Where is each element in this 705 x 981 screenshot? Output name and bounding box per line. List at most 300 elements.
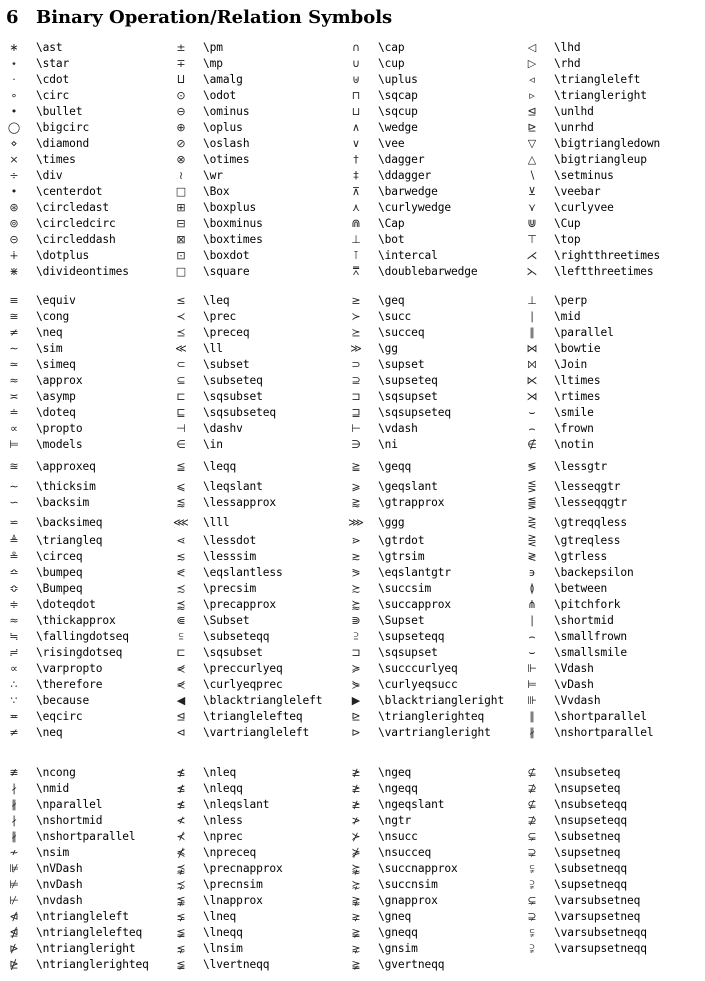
latex-command: \Join xyxy=(554,358,588,371)
latex-command: \nmid xyxy=(36,782,70,795)
symbol-glyph: ⊵ xyxy=(527,121,537,134)
latex-command: \doteqdot xyxy=(36,598,96,611)
latex-command: \doublebarwedge xyxy=(378,265,478,278)
latex-command: \nparallel xyxy=(36,798,103,811)
symbol-glyph: ≍ xyxy=(9,390,19,403)
symbol-glyph: ⋐ xyxy=(176,614,186,627)
symbol-glyph: ⊋ xyxy=(527,846,537,859)
latex-command: \unlhd xyxy=(554,105,594,118)
symbol-glyph: ⊇ xyxy=(351,374,361,387)
latex-command: \precnapprox xyxy=(203,862,283,875)
latex-command: \neq xyxy=(36,726,63,739)
latex-command: \ngeqq xyxy=(378,782,418,795)
latex-command: \oslash xyxy=(203,137,250,150)
latex-command: \sqsubset xyxy=(203,646,263,659)
symbol-glyph: ≀ xyxy=(178,169,184,182)
latex-command: \Cap xyxy=(378,217,405,230)
symbol-glyph: ⋨ xyxy=(176,878,186,891)
symbol-glyph: ⪸ xyxy=(351,598,361,611)
symbol-glyph: ⌢ xyxy=(528,422,536,435)
latex-command: \shortmid xyxy=(554,614,614,627)
symbol-glyph: ∓ xyxy=(176,57,186,70)
latex-command: \odot xyxy=(203,89,237,102)
latex-command: \sqcap xyxy=(378,89,418,102)
symbol-glyph: ≮ xyxy=(176,814,186,827)
symbol-glyph: ◀ xyxy=(176,694,186,707)
symbol-glyph: ≦ xyxy=(176,460,186,473)
latex-command: \approx xyxy=(36,374,83,387)
latex-command: \preceq xyxy=(203,326,250,339)
symbol-glyph: ≾ xyxy=(176,582,186,595)
symbol-glyph: ⋎ xyxy=(527,201,537,214)
latex-command: \therefore xyxy=(36,678,103,691)
symbol-glyph: ⊐ xyxy=(351,390,361,403)
symbol-glyph: ⊟ xyxy=(176,217,186,230)
symbol-glyph: ≺ xyxy=(176,310,186,323)
symbol-glyph: ⊪ xyxy=(527,694,537,707)
latex-command: \eqslantgtr xyxy=(378,566,451,579)
symbol-glyph: ⊒ xyxy=(351,406,361,419)
latex-command: \sqsubseteq xyxy=(203,406,276,419)
symbol-glyph: ≩ xyxy=(351,958,361,971)
latex-command: \supset xyxy=(378,358,425,371)
symbol-glyph: ⊐ xyxy=(351,646,361,659)
latex-command: \gnsim xyxy=(378,942,418,955)
symbol-glyph: ≪ xyxy=(175,342,187,355)
symbol-glyph: ⋙ xyxy=(348,516,364,529)
symbol-glyph: ≠ xyxy=(9,326,19,339)
symbol-glyph: ∧ xyxy=(351,121,361,134)
symbol-glyph: ⊙ xyxy=(176,89,186,102)
symbol-glyph: ⊁ xyxy=(351,830,361,843)
latex-command: \times xyxy=(36,153,76,166)
symbol-glyph: ≥ xyxy=(351,294,361,307)
symbol-glyph: ≨ xyxy=(176,926,186,939)
symbol-glyph: ⋉ xyxy=(526,374,538,387)
symbol-glyph: ∦ xyxy=(11,830,17,843)
latex-command: \ltimes xyxy=(554,374,601,387)
symbol-glyph: ⋆ xyxy=(10,57,18,70)
symbol-glyph: ⪇ xyxy=(176,910,186,923)
latex-command: \gtreqqless xyxy=(554,516,627,529)
symbol-glyph: ≈ xyxy=(9,614,19,627)
symbol-glyph: ⋩ xyxy=(351,878,361,891)
latex-command: \intercal xyxy=(378,249,438,262)
latex-command: \unrhd xyxy=(554,121,594,134)
latex-command: \lll xyxy=(203,516,230,529)
symbol-glyph: ⊥ xyxy=(351,233,361,246)
symbol-glyph: ⋊ xyxy=(526,390,538,403)
latex-command: \backsimeq xyxy=(36,516,103,529)
latex-command: \fallingdotseq xyxy=(36,630,129,643)
latex-command: \because xyxy=(36,694,90,707)
latex-command: \ntrianglerighteq xyxy=(36,958,149,971)
latex-command: \nleqq xyxy=(203,782,243,795)
symbol-glyph: ⋛ xyxy=(527,516,537,529)
symbol-glyph: ϶ xyxy=(528,566,536,579)
latex-command: \asymp xyxy=(36,390,76,403)
symbol-glyph: ⊋ xyxy=(527,910,537,923)
latex-command: \Vdash xyxy=(554,662,594,675)
symbol-glyph: ∩ xyxy=(351,41,361,54)
latex-command: \lhd xyxy=(554,41,581,54)
symbol-glyph: ⋏ xyxy=(351,201,361,214)
symbol-glyph: ⪅ xyxy=(176,496,186,509)
symbol-glyph: ∤ xyxy=(11,782,17,795)
latex-command: \wedge xyxy=(378,121,418,134)
latex-command: \succnsim xyxy=(378,878,438,891)
latex-command: \oplus xyxy=(203,121,243,134)
latex-command: \npreceq xyxy=(203,846,257,859)
latex-command: \risingdotseq xyxy=(36,646,123,659)
latex-command: \pitchfork xyxy=(554,598,621,611)
symbol-glyph: ⊲ xyxy=(176,726,186,739)
symbol-glyph: ± xyxy=(176,41,186,54)
latex-command: \eqcirc xyxy=(36,710,83,723)
latex-command: \barwedge xyxy=(378,185,438,198)
symbol-glyph: ⋍ xyxy=(9,516,19,529)
symbol-glyph: ≬ xyxy=(529,582,535,595)
latex-command: \preccurlyeq xyxy=(203,662,283,675)
symbol-glyph: ⊡ xyxy=(176,249,186,262)
latex-command: \Subset xyxy=(203,614,250,627)
symbol-glyph: ∴ xyxy=(10,678,18,691)
latex-command: \ngeq xyxy=(378,766,412,779)
latex-command: \bigtriangledown xyxy=(554,137,661,150)
symbol-glyph: ≩ xyxy=(351,926,361,939)
symbol-glyph: ⊵ xyxy=(351,710,361,723)
latex-command: \doteq xyxy=(36,406,76,419)
latex-command: \succapprox xyxy=(378,598,451,611)
symbol-glyph: ⌢ xyxy=(528,630,536,643)
latex-command: \smallsmile xyxy=(554,646,627,659)
symbol-glyph: ⊺ xyxy=(353,249,359,262)
latex-command: \Box xyxy=(203,185,230,198)
symbol-glyph: ≷ xyxy=(527,550,537,563)
symbol-glyph: ⊈ xyxy=(527,766,537,779)
latex-command: \gvertneqq xyxy=(378,958,445,971)
latex-command: \rhd xyxy=(554,57,581,70)
latex-command: \sqsupset xyxy=(378,390,438,403)
latex-command: \Cup xyxy=(554,217,581,230)
latex-command: \succeq xyxy=(378,326,425,339)
latex-command: \sim xyxy=(36,342,63,355)
symbol-glyph: ⊣ xyxy=(176,422,186,435)
latex-command: \boxdot xyxy=(203,249,250,262)
latex-command: \precnsim xyxy=(203,878,263,891)
latex-command: \gnapprox xyxy=(378,894,438,907)
symbol-glyph: ⊃ xyxy=(351,358,361,371)
symbol-glyph: ⪺ xyxy=(351,862,361,875)
latex-command: \blacktriangleright xyxy=(378,694,505,707)
latex-command: \bigtriangleup xyxy=(554,153,647,166)
symbol-glyph: ⊥ xyxy=(527,294,537,307)
symbol-glyph: ⊨ xyxy=(527,678,537,691)
symbol-glyph: ⋭ xyxy=(9,958,19,971)
latex-command: \bigcirc xyxy=(36,121,90,134)
symbol-glyph: ⪰ xyxy=(351,326,361,339)
latex-command: \geqq xyxy=(378,460,412,473)
symbol-glyph: ⪆ xyxy=(351,496,361,509)
latex-command: \nsucceq xyxy=(378,846,432,859)
latex-command: \triangleleft xyxy=(554,73,641,86)
latex-command: \rtimes xyxy=(554,390,601,403)
symbol-glyph: ⊏ xyxy=(176,390,186,403)
section-number: 6 xyxy=(6,7,19,28)
symbol-glyph: ⊘ xyxy=(176,137,186,150)
latex-command: \sqcup xyxy=(378,105,418,118)
latex-command: \geq xyxy=(378,294,405,307)
latex-command: \gtrapprox xyxy=(378,496,445,509)
latex-command: \uplus xyxy=(378,73,418,86)
symbol-glyph: ⪯ xyxy=(176,326,186,339)
symbol-glyph: ⊆ xyxy=(176,374,186,387)
symbol-glyph: ◁ xyxy=(527,41,537,54)
latex-command: \approxeq xyxy=(36,460,96,473)
symbol-glyph: ⋔ xyxy=(527,598,537,611)
symbol-glyph: ⊭ xyxy=(9,878,19,891)
latex-command: \geqslant xyxy=(378,480,438,493)
latex-command: \gtreqless xyxy=(554,534,621,547)
latex-command: \frown xyxy=(554,422,594,435)
latex-command: \lessdot xyxy=(203,534,257,547)
symbol-glyph: ∘ xyxy=(10,89,18,102)
symbol-glyph: ∨ xyxy=(351,137,361,150)
latex-command: \smile xyxy=(554,406,594,419)
latex-command: \succsim xyxy=(378,582,432,595)
symbol-glyph: ∔ xyxy=(9,249,19,262)
symbol-glyph: ≁ xyxy=(9,846,19,859)
latex-command: \thickapprox xyxy=(36,614,116,627)
symbol-glyph: ≤ xyxy=(176,294,186,307)
symbol-glyph: ⊔ xyxy=(351,105,361,118)
symbol-glyph: × xyxy=(9,153,19,166)
symbol-glyph: ⋪ xyxy=(9,910,19,923)
latex-command: \mp xyxy=(203,57,223,70)
symbol-glyph: ⊼ xyxy=(351,185,361,198)
symbol-glyph: ⋚ xyxy=(527,480,537,493)
symbol-glyph: ⪕ xyxy=(176,566,186,579)
latex-command: \succcurlyeq xyxy=(378,662,458,675)
symbol-glyph: ≰ xyxy=(176,766,186,779)
latex-command: \bumpeq xyxy=(36,566,83,579)
symbol-glyph: ∼ xyxy=(9,342,19,355)
latex-command: \ast xyxy=(36,41,63,54)
symbol-glyph: ∉ xyxy=(527,438,537,451)
latex-command: \simeq xyxy=(36,358,76,371)
latex-command: \Vvdash xyxy=(554,694,601,707)
latex-command: \wr xyxy=(203,169,223,182)
symbol-glyph: ⋞ xyxy=(176,662,186,675)
symbol-glyph: ≒ xyxy=(9,630,19,643)
latex-command: \nshortparallel xyxy=(554,726,654,739)
latex-command: \circledast xyxy=(36,201,109,214)
latex-command: \lneqq xyxy=(203,926,243,939)
latex-command: \lnapprox xyxy=(203,894,263,907)
symbol-glyph: ⊑ xyxy=(176,406,186,419)
latex-command: \nless xyxy=(203,814,243,827)
latex-command: \cdot xyxy=(36,73,70,86)
symbol-glyph: ⨝ xyxy=(527,358,537,371)
latex-command: \perp xyxy=(554,294,588,307)
latex-command: \pm xyxy=(203,41,223,54)
symbol-glyph: ≖ xyxy=(9,710,19,723)
symbol-glyph: ▶ xyxy=(351,694,361,707)
symbol-glyph: ∵ xyxy=(10,694,18,707)
symbol-glyph: ⊕ xyxy=(176,121,186,134)
symbol-glyph: ⨿ xyxy=(177,73,185,86)
latex-command: \prec xyxy=(203,310,237,323)
latex-command: \ncong xyxy=(36,766,76,779)
symbol-glyph: ∋ xyxy=(351,438,361,451)
latex-command: \circledcirc xyxy=(36,217,116,230)
symbol-glyph: ⫅ xyxy=(178,630,184,643)
symbol-glyph: ∖ xyxy=(528,169,536,182)
latex-command: \subsetneqq xyxy=(554,862,627,875)
latex-command: \lnsim xyxy=(203,942,243,955)
latex-command: \mid xyxy=(554,310,581,323)
latex-command: \vee xyxy=(378,137,405,150)
symbol-glyph: ⪊ xyxy=(351,894,361,907)
symbol-glyph: ⋖ xyxy=(176,534,186,547)
symbol-glyph: ⊨ xyxy=(9,438,19,451)
latex-command: \supsetneqq xyxy=(554,878,627,891)
symbol-glyph: ⊈ xyxy=(527,798,537,811)
symbol-glyph: ≲ xyxy=(176,550,186,563)
latex-command: \cup xyxy=(378,57,405,70)
latex-command: \models xyxy=(36,438,83,451)
symbol-glyph: ≅ xyxy=(9,310,19,323)
latex-command: \cap xyxy=(378,41,405,54)
latex-command: \ngeqslant xyxy=(378,798,445,811)
symbol-glyph: ≡ xyxy=(9,294,19,307)
latex-command: \boxtimes xyxy=(203,233,263,246)
latex-command: \ngtr xyxy=(378,814,412,827)
symbol-glyph: ⊞ xyxy=(176,201,186,214)
latex-command: \curlywedge xyxy=(378,201,451,214)
symbol-glyph: ≯ xyxy=(351,814,361,827)
symbol-glyph: ∪ xyxy=(351,57,361,70)
symbol-glyph: ≰ xyxy=(176,798,186,811)
latex-command: \varsubsetneq xyxy=(554,894,641,907)
symbol-glyph: ≊ xyxy=(9,460,19,473)
latex-command: \Bumpeq xyxy=(36,582,83,595)
symbol-glyph: • xyxy=(10,185,18,198)
symbol-glyph: ⊏ xyxy=(176,646,186,659)
latex-command: \gg xyxy=(378,342,398,355)
symbol-glyph: ≐ xyxy=(9,406,19,419)
latex-command: \gneqq xyxy=(378,926,418,939)
latex-command: \nsubseteqq xyxy=(554,798,627,811)
latex-command: \trianglelefteq xyxy=(203,710,303,723)
latex-command: \notin xyxy=(554,438,594,451)
latex-command: \parallel xyxy=(554,326,614,339)
latex-command: \boxplus xyxy=(203,201,257,214)
latex-command: \gtrsim xyxy=(378,550,425,563)
latex-command: \subseteqq xyxy=(203,630,270,643)
latex-command: \otimes xyxy=(203,153,250,166)
latex-command: \trianglerighteq xyxy=(378,710,485,723)
latex-command: \bullet xyxy=(36,105,83,118)
symbol-glyph: ⫌ xyxy=(529,942,535,955)
latex-command: \circ xyxy=(36,89,70,102)
latex-command: \lesssim xyxy=(203,550,257,563)
symbol-glyph: ≈ xyxy=(9,374,19,387)
latex-command: \backepsilon xyxy=(554,566,634,579)
symbol-glyph: ⋬ xyxy=(9,926,19,939)
symbol-glyph: ⋫ xyxy=(9,942,19,955)
symbol-glyph: ⊢ xyxy=(351,422,361,435)
symbol-glyph: ∝ xyxy=(10,662,18,675)
symbol-glyph: ⩾ xyxy=(351,480,361,493)
latex-command: \curlyeqsucc xyxy=(378,678,458,691)
symbol-glyph: ▹ xyxy=(529,89,535,102)
latex-command: \precsim xyxy=(203,582,257,595)
symbol-glyph: ∦ xyxy=(529,726,535,739)
latex-command: \nprec xyxy=(203,830,243,843)
latex-command: \triangleq xyxy=(36,534,103,547)
symbol-glyph: ⊤ xyxy=(527,233,537,246)
latex-command: \top xyxy=(554,233,581,246)
symbol-glyph: ⋘ xyxy=(173,516,189,529)
symbol-glyph: ‡ xyxy=(353,169,359,182)
latex-command: \smallfrown xyxy=(554,630,627,643)
latex-command: \sqsupseteq xyxy=(378,406,451,419)
latex-command: \nsim xyxy=(36,846,70,859)
latex-command: \dotplus xyxy=(36,249,90,262)
latex-command: \gneq xyxy=(378,910,412,923)
symbol-glyph: ⋞ xyxy=(176,678,186,691)
latex-command: \ominus xyxy=(203,105,250,118)
symbol-glyph: ⊬ xyxy=(9,894,19,907)
latex-command: \boxminus xyxy=(203,217,263,230)
symbol-glyph: ⪈ xyxy=(351,910,361,923)
symbol-glyph: ▽ xyxy=(527,137,537,150)
symbol-glyph: • xyxy=(10,105,18,118)
latex-command: \dagger xyxy=(378,153,425,166)
symbol-glyph: ⊉ xyxy=(527,782,537,795)
latex-command: \supseteq xyxy=(378,374,438,387)
symbol-glyph: ⪷ xyxy=(176,598,186,611)
latex-command: \div xyxy=(36,169,63,182)
latex-command: \nsupseteqq xyxy=(554,814,627,827)
latex-command: \nsupseteq xyxy=(554,782,621,795)
latex-command: \ll xyxy=(203,342,223,355)
symbol-glyph: ◃ xyxy=(529,73,535,86)
symbol-glyph: ⊝ xyxy=(9,233,19,246)
latex-command: \varsubsetneqq xyxy=(554,926,647,939)
symbol-glyph: ⌣ xyxy=(528,406,536,419)
symbol-glyph: † xyxy=(353,153,359,166)
symbol-glyph: ≎ xyxy=(9,582,19,595)
symbol-glyph: ≗ xyxy=(9,550,19,563)
symbol-glyph: ≱ xyxy=(351,782,361,795)
latex-command: \curlyvee xyxy=(554,201,614,214)
symbol-glyph: ⊉ xyxy=(527,814,537,827)
symbol-glyph: ⌣ xyxy=(528,646,536,659)
latex-command: \subsetneq xyxy=(554,830,621,843)
symbol-glyph: ≰ xyxy=(176,782,186,795)
symbol-glyph: ⊻ xyxy=(527,185,537,198)
symbol-glyph: ⋧ xyxy=(351,942,361,955)
latex-command: \star xyxy=(36,57,70,70)
symbol-glyph: ⊚ xyxy=(9,217,19,230)
latex-command: \blacktriangleleft xyxy=(203,694,323,707)
latex-command: \sqsubset xyxy=(203,390,263,403)
latex-command: \between xyxy=(554,582,608,595)
symbol-glyph: ∽ xyxy=(9,496,19,509)
symbol-glyph: ⩽ xyxy=(176,480,186,493)
